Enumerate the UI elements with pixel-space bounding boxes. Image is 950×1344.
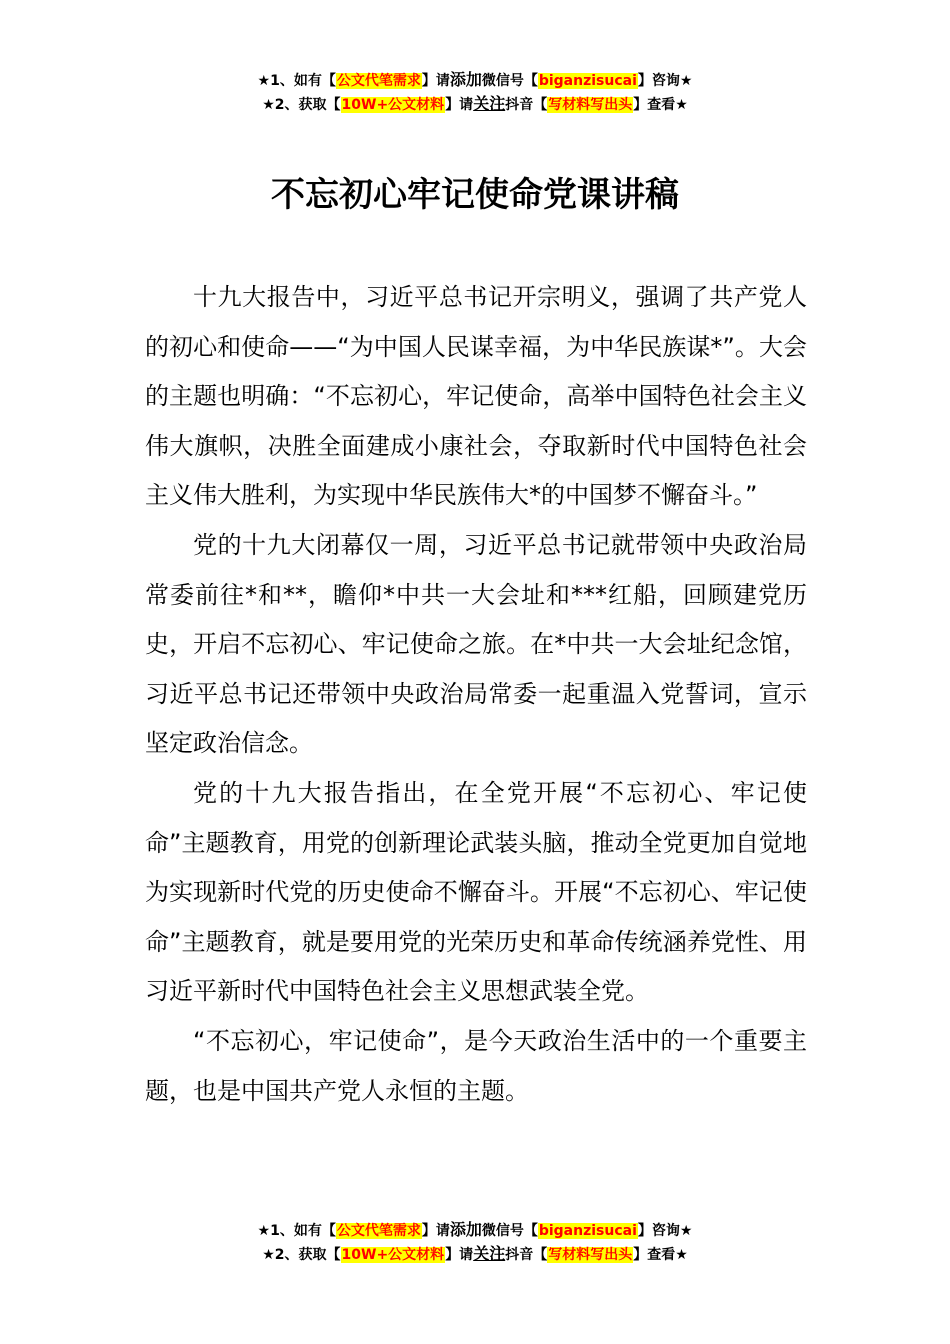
banner-text: ★1、如有【	[257, 73, 336, 89]
document-title: 不忘初心牢记使命党课讲稿	[271, 175, 679, 215]
top-banner	[0, 68, 950, 116]
banner-text: ★2、获取【	[262, 1247, 341, 1263]
banner-text: ★1、如有【	[257, 1223, 336, 1239]
highlight-douyin-account: 写材料写出头	[548, 97, 633, 113]
banner-text: 】查看★	[633, 1247, 688, 1263]
banner-emphasis: 关注	[473, 1244, 506, 1263]
banner-text: 】查看★	[633, 97, 688, 113]
banner-line-2	[0, 1242, 950, 1266]
banner-text: 抖音【	[505, 1247, 548, 1263]
paragraph: 党的十九大闭幕仅一周，习近平总书记就带领中央政治局常委前往*和**，瞻仰*中共一大会址和***红船，回顾建党历史，开启不忘初心、牢记使命之旅。在*中共一大会址纪念馆，习近平总书记还带领中央政治局常委一起重温入党誓词，宣示坚定政治信念。	[145, 530, 807, 758]
highlight-wechat-id: biganzisucai	[538, 1223, 637, 1239]
document-body	[145, 273, 807, 1116]
banner-text: ★2、获取【	[262, 97, 341, 113]
banner-line-2	[0, 92, 950, 116]
highlight-wechat-id: biganzisucai	[538, 73, 637, 89]
bottom-banner	[0, 1218, 950, 1266]
highlight-douyin-account: 写材料写出头	[548, 1247, 633, 1263]
banner-text: 】请	[421, 73, 450, 89]
banner-text: 】请	[421, 1223, 450, 1239]
paragraph: 十九大报告中，习近平总书记开宗明义，强调了共产党人的初心和使命——“为中国人民谋幸福，为中华民族谋*”。大会的主题也明确：“不忘初心，牢记使命，高举中国特色社会主义伟大旗帜，决胜全面建成小康社会，夺取新时代中国特色社会主义伟大胜利，为实现中华民族伟大*的中国梦不懈奋斗。”	[145, 283, 807, 510]
highlight-service: 公文代笔需求	[336, 73, 421, 89]
banner-text: 微信号【	[481, 73, 538, 89]
banner-text: 】咨询★	[637, 1223, 693, 1239]
highlight-materials: 10W+公文材料	[341, 1247, 445, 1263]
banner-text: 】请	[445, 1247, 474, 1263]
banner-text: 微信号【	[481, 1223, 538, 1239]
banner-text: 】请	[445, 97, 474, 113]
banner-line-1	[0, 68, 950, 92]
paragraph: 党的十九大报告指出，在全党开展“不忘初心、牢记使命”主题教育，用党的创新理论武装头脑，推动全党更加自觉地为实现新时代党的历史使命不懈奋斗。开展“不忘初心、牢记使命”主题教育，就是要用党的光荣历史和革命传统涵养党性、用习近平新时代中国特色社会主义思想武装全党。	[145, 778, 807, 1006]
banner-text: 抖音【	[505, 97, 548, 113]
banner-emphasis: 添加	[449, 1220, 482, 1239]
paragraph: “不忘初心，牢记使命”，是今天政治生活中的一个重要主题，也是中国共产党人永恒的主题。	[145, 1026, 807, 1105]
banner-line-1	[0, 1218, 950, 1242]
banner-text: 】咨询★	[637, 73, 693, 89]
highlight-service: 公文代笔需求	[336, 1223, 421, 1239]
banner-emphasis: 添加	[449, 70, 482, 89]
highlight-materials: 10W+公文材料	[341, 97, 445, 113]
banner-emphasis: 关注	[473, 94, 506, 113]
